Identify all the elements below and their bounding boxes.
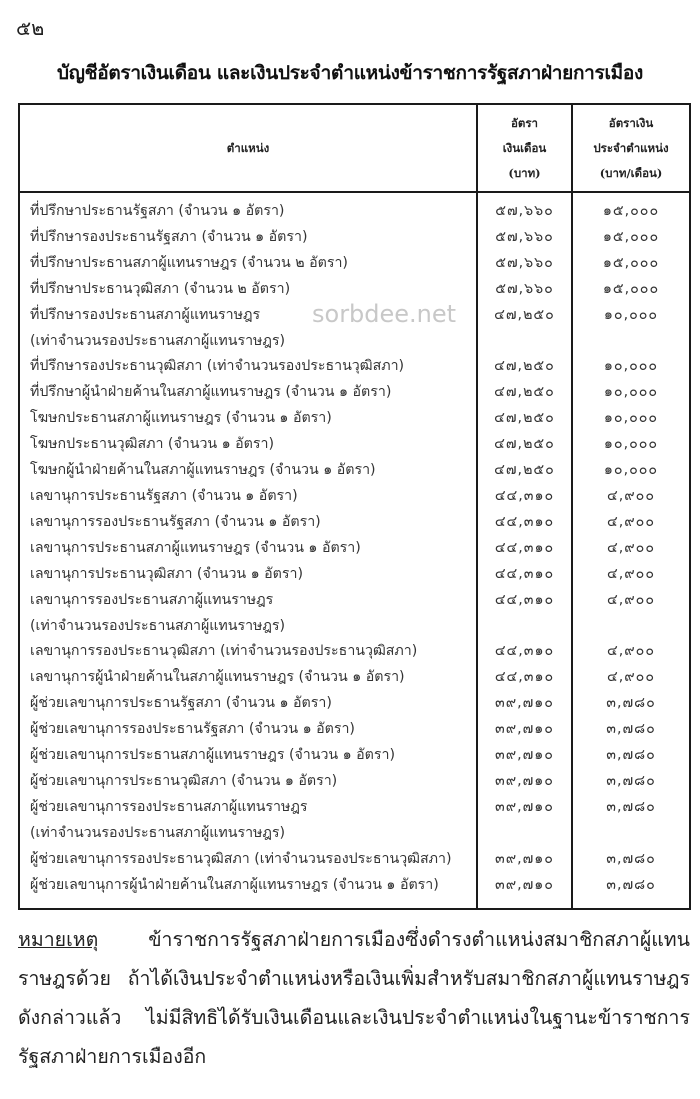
allowance-cell: ๓,๗๘๐	[572, 795, 690, 821]
salary-cell: ๓๙,๗๑๐	[477, 743, 572, 769]
salary-cell: ๔๔,๓๑๐	[477, 639, 572, 665]
allowance-cell: ๑๐,๐๐๐	[572, 406, 690, 432]
allowance-cell: ๓,๗๘๐	[572, 769, 690, 795]
allowance-cell: ๑๕,๐๐๐	[572, 225, 690, 251]
allowance-cell: ๑๐,๐๐๐	[572, 458, 690, 484]
table-row	[19, 847, 690, 873]
allowance-cell: ๑๕,๐๐๐	[572, 277, 690, 303]
salary-cell: ๔๗,๒๕๐	[477, 432, 572, 458]
document-title: บัญชีอัตราเงินเดือน และเงินประจำตำแหน่งข้าราชการรัฐสภาฝ่ายการเมือง	[57, 62, 643, 84]
table-row	[19, 873, 690, 910]
salary-cell: ๔๔,๓๑๐	[477, 510, 572, 536]
position-cell: โฆษกประธานสภาผู้แทนราษฎร (จำนวน ๑ อัตรา)	[19, 406, 477, 432]
position-cell: ผู้ช่วยเลขานุการผู้นำฝ่ายค้านในสภาผู้แทนราษฎร (จำนวน ๑ อัตรา)	[19, 873, 477, 910]
allowance-cell: ๑๐,๐๐๐	[572, 432, 690, 458]
position-cell: (เท่าจำนวนรองประธานสภาผู้แทนราษฎร)	[19, 614, 477, 640]
table-row	[19, 588, 690, 614]
position-cell: เลขานุการรองประธานรัฐสภา (จำนวน ๑ อัตรา)	[19, 510, 477, 536]
table-row	[19, 795, 690, 821]
salary-cell: ๔๔,๓๑๐	[477, 562, 572, 588]
watermark: sorbdee.net	[312, 300, 457, 328]
salary-cell: ๓๙,๗๑๐	[477, 795, 572, 821]
position-cell: ที่ปรึกษาประธานวุฒิสภา (จำนวน ๒ อัตรา)	[19, 277, 477, 303]
salary-cell: ๔๔,๓๑๐	[477, 665, 572, 691]
table-row	[19, 432, 690, 458]
allowance-cell	[572, 821, 690, 847]
table-row	[19, 717, 690, 743]
salary-cell: ๕๗,๖๖๐	[477, 251, 572, 277]
allowance-cell: ๔,๙๐๐	[572, 665, 690, 691]
position-cell: เลขานุการประธานรัฐสภา (จำนวน ๑ อัตรา)	[19, 484, 477, 510]
position-cell: ผู้ช่วยเลขานุการประธานวุฒิสภา (จำนวน ๑ อัตรา)	[19, 769, 477, 795]
allowance-cell: ๑๕,๐๐๐	[572, 251, 690, 277]
salary-cell: ๔๗,๒๕๐	[477, 380, 572, 406]
allowance-cell: ๔,๙๐๐	[572, 639, 690, 665]
table-row	[19, 277, 690, 303]
table-row	[19, 614, 690, 640]
table-row	[19, 406, 690, 432]
salary-cell: ๓๙,๗๑๐	[477, 847, 572, 873]
table-row	[19, 665, 690, 691]
allowance-cell: ๔,๙๐๐	[572, 510, 690, 536]
position-cell: ที่ปรึกษาประธานสภาผู้แทนราษฎร (จำนวน ๒ อัตรา)	[19, 251, 477, 277]
allowance-cell	[572, 329, 690, 355]
allowance-cell: ๓,๗๘๐	[572, 717, 690, 743]
table-row	[19, 380, 690, 406]
salary-cell: ๓๙,๗๑๐	[477, 691, 572, 717]
allowance-cell: ๔,๙๐๐	[572, 536, 690, 562]
allowance-cell: ๓,๗๘๐	[572, 873, 690, 910]
salary-cell	[477, 614, 572, 640]
header-position: ตำแหน่ง	[19, 104, 477, 192]
salary-cell: ๕๗,๖๖๐	[477, 277, 572, 303]
salary-cell: ๔๔,๓๑๐	[477, 484, 572, 510]
table-row	[19, 192, 690, 225]
position-cell: ที่ปรึกษารองประธานวุฒิสภา (เท่าจำนวนรองประธานวุฒิสภา)	[19, 354, 477, 380]
salary-table	[18, 103, 691, 910]
position-cell: ผู้ช่วยเลขานุการประธานรัฐสภา (จำนวน ๑ อัตรา)	[19, 691, 477, 717]
position-cell: ที่ปรึกษารองประธานสภาผู้แทนราษฎร	[19, 303, 477, 329]
salary-cell: ๕๗,๖๖๐	[477, 192, 572, 225]
table-row	[19, 303, 690, 329]
table-body	[19, 192, 690, 909]
allowance-cell: ๔,๙๐๐	[572, 562, 690, 588]
table-row	[19, 691, 690, 717]
table-header-row	[19, 104, 690, 192]
position-cell: ผู้ช่วยเลขานุการรองประธานรัฐสภา (จำนวน ๑ อัตรา)	[19, 717, 477, 743]
table-row	[19, 769, 690, 795]
salary-cell: ๔๔,๓๑๐	[477, 588, 572, 614]
salary-cell: ๔๗,๒๕๐	[477, 303, 572, 329]
note-label: หมายเหตุ	[18, 928, 99, 951]
salary-cell: ๔๗,๒๕๐	[477, 354, 572, 380]
position-cell: เลขานุการรองประธานสภาผู้แทนราษฎร	[19, 588, 477, 614]
allowance-cell: ๑๕,๐๐๐	[572, 192, 690, 225]
allowance-cell: ๓,๗๘๐	[572, 847, 690, 873]
position-cell: ผู้ช่วยเลขานุการรองประธานวุฒิสภา (เท่าจำนวนรองประธานวุฒิสภา)	[19, 847, 477, 873]
header-allowance: อัตราเงิน ประจำตำแหน่ง (บาท/เดือน)	[572, 104, 690, 192]
table-row	[19, 484, 690, 510]
table-row	[19, 354, 690, 380]
note-text: ข้าราชการรัฐสภาฝ่ายการเมืองซึ่งดำรงตำแหน่งสมาชิกสภาผู้แทนราษฎรด้วย ถ้าได้เงินประจำตำแหน่งหรือเงินเพิ่มสำหรับสมาชิกสภาผู้แทนราษฎรดังกล่าวแล้ว ไม่มีสิทธิได้รับเงินเดือนและเงินประจำตำแหน่งในฐานะข้าราชการรัฐสภาฝ่ายการเมืองอีก	[18, 928, 690, 1068]
note-paragraph	[18, 920, 690, 1076]
table-row	[19, 251, 690, 277]
position-cell: ผู้ช่วยเลขานุการรองประธานสภาผู้แทนราษฎร	[19, 795, 477, 821]
position-cell: เลขานุการรองประธานวุฒิสภา (เท่าจำนวนรองประธานวุฒิสภา)	[19, 639, 477, 665]
position-cell: (เท่าจำนวนรองประธานสภาผู้แทนราษฎร)	[19, 329, 477, 355]
table-row	[19, 743, 690, 769]
table-row	[19, 329, 690, 355]
allowance-cell	[572, 614, 690, 640]
allowance-cell: ๑๐,๐๐๐	[572, 380, 690, 406]
position-cell: ที่ปรึกษาประธานรัฐสภา (จำนวน ๑ อัตรา)	[19, 192, 477, 225]
position-cell: (เท่าจำนวนรองประธานสภาผู้แทนราษฎร)	[19, 821, 477, 847]
salary-cell: ๔๔,๓๑๐	[477, 536, 572, 562]
table-row	[19, 225, 690, 251]
position-cell: โฆษกผู้นำฝ่ายค้านในสภาผู้แทนราษฎร (จำนวน ๑ อัตรา)	[19, 458, 477, 484]
table-row	[19, 510, 690, 536]
allowance-cell: ๓,๗๘๐	[572, 743, 690, 769]
position-cell: ผู้ช่วยเลขานุการประธานสภาผู้แทนราษฎร (จำนวน ๑ อัตรา)	[19, 743, 477, 769]
allowance-cell: ๔,๙๐๐	[572, 484, 690, 510]
table-row	[19, 536, 690, 562]
allowance-cell: ๓,๗๘๐	[572, 691, 690, 717]
allowance-cell: ๑๐,๐๐๐	[572, 354, 690, 380]
table-row	[19, 562, 690, 588]
table-row	[19, 639, 690, 665]
table-row	[19, 458, 690, 484]
salary-cell	[477, 329, 572, 355]
allowance-cell: ๑๐,๐๐๐	[572, 303, 690, 329]
position-cell: เลขานุการผู้นำฝ่ายค้านในสภาผู้แทนราษฎร (จำนวน ๑ อัตรา)	[19, 665, 477, 691]
salary-cell: ๔๗,๒๕๐	[477, 458, 572, 484]
position-cell: ที่ปรึกษารองประธานรัฐสภา (จำนวน ๑ อัตรา)	[19, 225, 477, 251]
position-cell: เลขานุการประธานสภาผู้แทนราษฎร (จำนวน ๑ อัตรา)	[19, 536, 477, 562]
salary-cell	[477, 821, 572, 847]
salary-cell: ๓๙,๗๑๐	[477, 717, 572, 743]
salary-cell: ๕๗,๖๖๐	[477, 225, 572, 251]
position-cell: เลขานุการประธานวุฒิสภา (จำนวน ๑ อัตรา)	[19, 562, 477, 588]
page-number: ๕๒	[16, 16, 45, 40]
salary-cell: ๔๗,๒๕๐	[477, 406, 572, 432]
header-salary: อัตรา เงินเดือน (บาท)	[477, 104, 572, 192]
table-row	[19, 821, 690, 847]
position-cell: ที่ปรึกษาผู้นำฝ่ายค้านในสภาผู้แทนราษฎร (จำนวน ๑ อัตรา)	[19, 380, 477, 406]
salary-cell: ๓๙,๗๑๐	[477, 873, 572, 910]
salary-cell: ๓๙,๗๑๐	[477, 769, 572, 795]
position-cell: โฆษกประธานวุฒิสภา (จำนวน ๑ อัตรา)	[19, 432, 477, 458]
allowance-cell: ๔,๙๐๐	[572, 588, 690, 614]
